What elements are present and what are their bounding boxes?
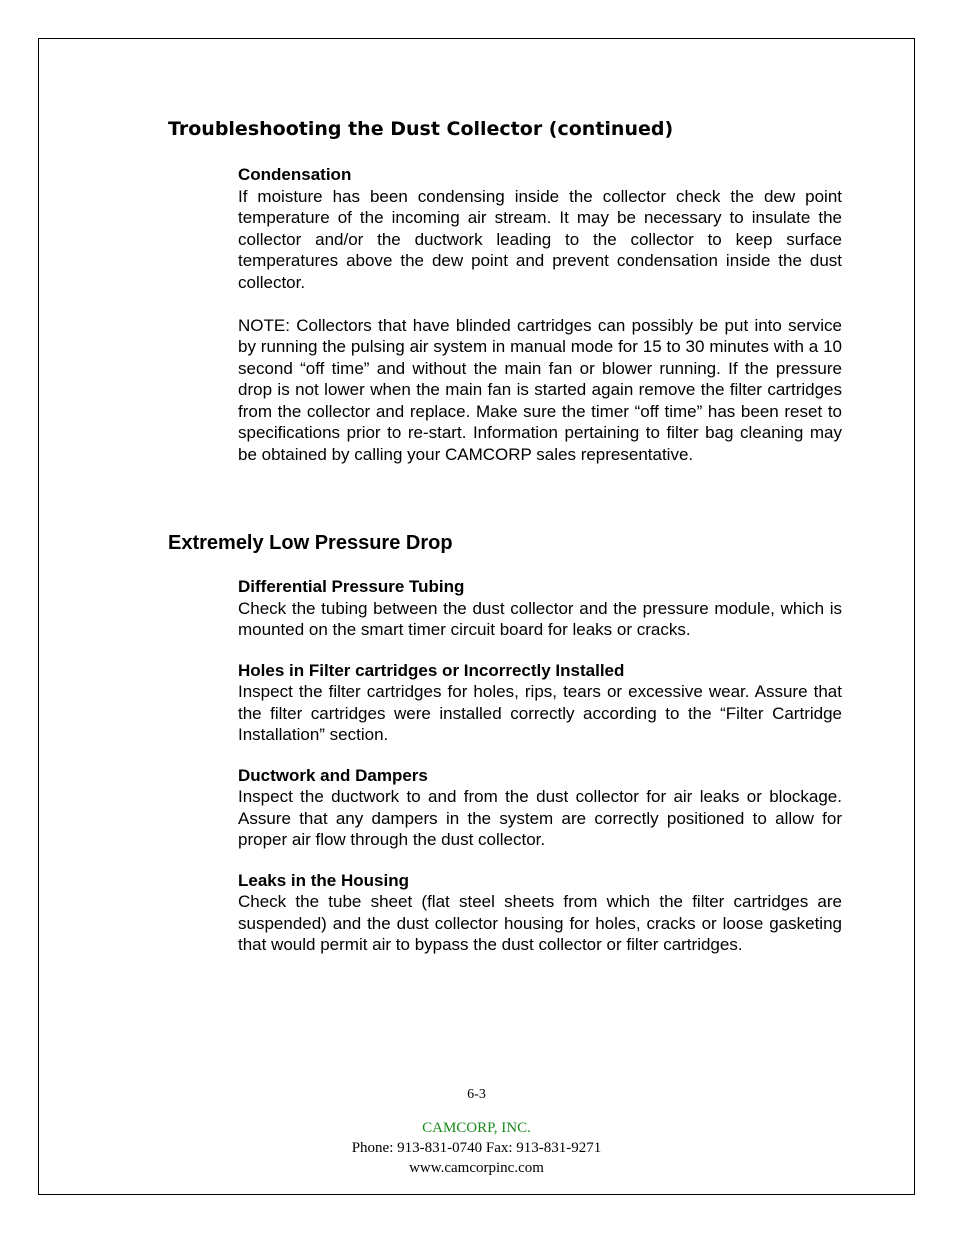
low-pressure-heading: Extremely Low Pressure Drop bbox=[168, 532, 453, 554]
filter-holes-text: Inspect the filter cartridges for holes, rips, tears or excessive wear. Assure that the filter cartridges were installed correctly according to the “Filter Cartridge Installation” section. bbox=[238, 682, 842, 744]
tubing-heading: Differential Pressure Tubing bbox=[238, 577, 465, 596]
ductwork-heading: Ductwork and Dampers bbox=[238, 765, 428, 785]
page-number: 6-3 bbox=[467, 1087, 486, 1102]
company-website: www.camcorpinc.com bbox=[409, 1160, 544, 1176]
condensation-heading: Condensation bbox=[238, 165, 352, 184]
contact-info: Phone: 913-831-0740 Fax: 913-831-9271 bbox=[351, 1140, 602, 1156]
housing-leaks-text: Check the tube sheet (flat steel sheets from which the filter cartridges are suspended) and the dust collector housing for holes, cracks or loose gasketing that would permit air to bypass the dust collector or filter cartridges. bbox=[238, 892, 842, 954]
housing-leaks-block bbox=[238, 870, 842, 956]
company-name: CAMCORP, INC. bbox=[422, 1120, 531, 1136]
ductwork-text: Inspect the ductwork to and from the dust collector for air leaks or blockage. Assure that any dampers in the system are correctly positioned to allow for proper air flow through the dust collector. bbox=[238, 787, 842, 849]
ductwork-block bbox=[238, 765, 842, 851]
filter-holes-block bbox=[238, 660, 842, 746]
condensation-section bbox=[238, 164, 842, 465]
condensation-note: NOTE: Collectors that have blinded cartridges can possibly be put into service by running the pulsing air system in manual mode for 15 to 30 minutes with a 10 second “off time” and without the main fan or blower running. If the pressure drop is not lower when the main fan is started again remove the filter cartridges from the collector and replace. Make sure the timer “off time” has been reset to specifications prior to re-start. Information pertaining to filter bag cleaning may be obtained by calling your CAMCORP sales representative. bbox=[238, 315, 842, 464]
condensation-text: If moisture has been condensing inside the collector check the dew point temperature of the incoming air stream. It may be necessary to insulate the collector and/or the ductwork leading to the collector to keep surface temperatures above the dew point and prevent condensation inside the dust collector. bbox=[238, 186, 842, 292]
low-pressure-section bbox=[238, 576, 842, 975]
filter-holes-heading: Holes in Filter cartridges or Incorrectly Installed bbox=[238, 660, 625, 680]
tubing-text: Check the tubing between the dust collector and the pressure module, which is mounted on the smart timer circuit board for leaks or cracks. bbox=[238, 598, 842, 639]
tubing-block bbox=[238, 576, 842, 641]
page-title: Troubleshooting the Dust Collector (continued) bbox=[168, 118, 674, 140]
housing-leaks-heading: Leaks in the Housing bbox=[238, 870, 409, 890]
